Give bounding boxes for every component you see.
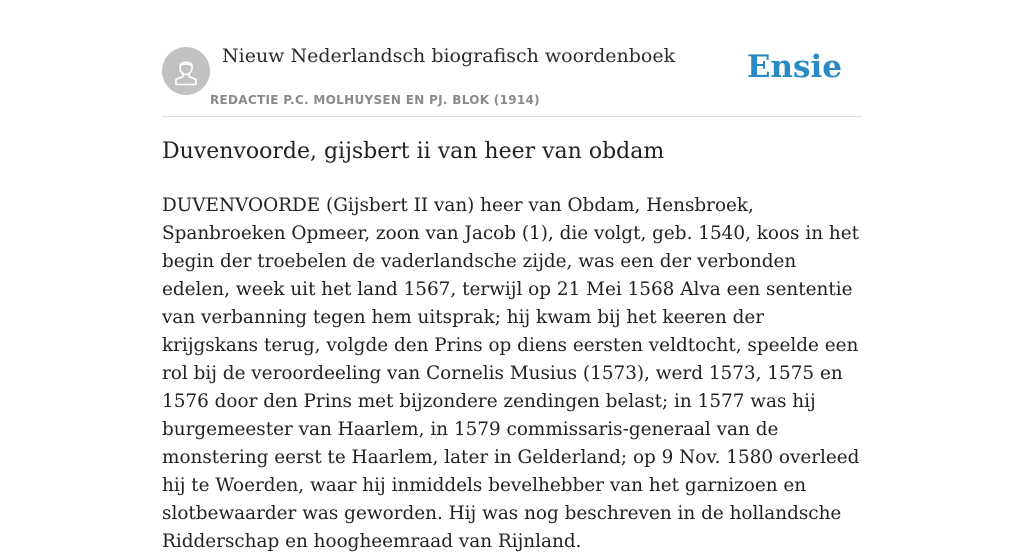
editors-credit: REDACTIE P.C. MOLHUYSEN EN PJ. BLOK (1914): [210, 93, 540, 107]
avatar[interactable]: [162, 47, 210, 95]
brand-logo[interactable]: Ensie: [746, 49, 842, 85]
article-body: DUVENVOORDE (Gijsbert II van) heer van Obdam, Hensbroek, Spanbroeken Opmeer, zoon van Jacob (1), die volgt, geb. 1540, koos in het begin der troebelen de vaderlandsche zijde, was een der verbonden edelen, week uit het land 1567, terwijl op 21 Mei 1568 Alva een sententie van verbanning tegen hem uitsprak; hij kwam bij het keeren der krijgskans terug, volgde den Prins op diens eersten veldtocht, speelde een rol bij de veroordeeling van Cornelis Musius (1573), werd 1573, 1575 en 1576 door den Prins met bijzondere zendingen belast; in 1577 was hij burgemeester van Haarlem, in 1579 commissaris-generaal van de monstering eerst te Haarlem, later in Gelderland; op 9 Nov. 1580 overleed hij te Woerden, waar hij inmiddels bevelhebber van het garnizoen en slotbewaarder was geworden. Hij was nog beschreven in de hollandsche Ridderschap en hoogheemraad van Rijnland.: [162, 195, 860, 552]
source-header: [162, 44, 862, 117]
book-title[interactable]: Nieuw Nederlandsch biografisch woordenboek: [222, 45, 676, 67]
article-title: Duvenvoorde, gijsbert ii van heer van obdam: [162, 139, 665, 164]
user-silhouette-icon: [174, 58, 198, 86]
